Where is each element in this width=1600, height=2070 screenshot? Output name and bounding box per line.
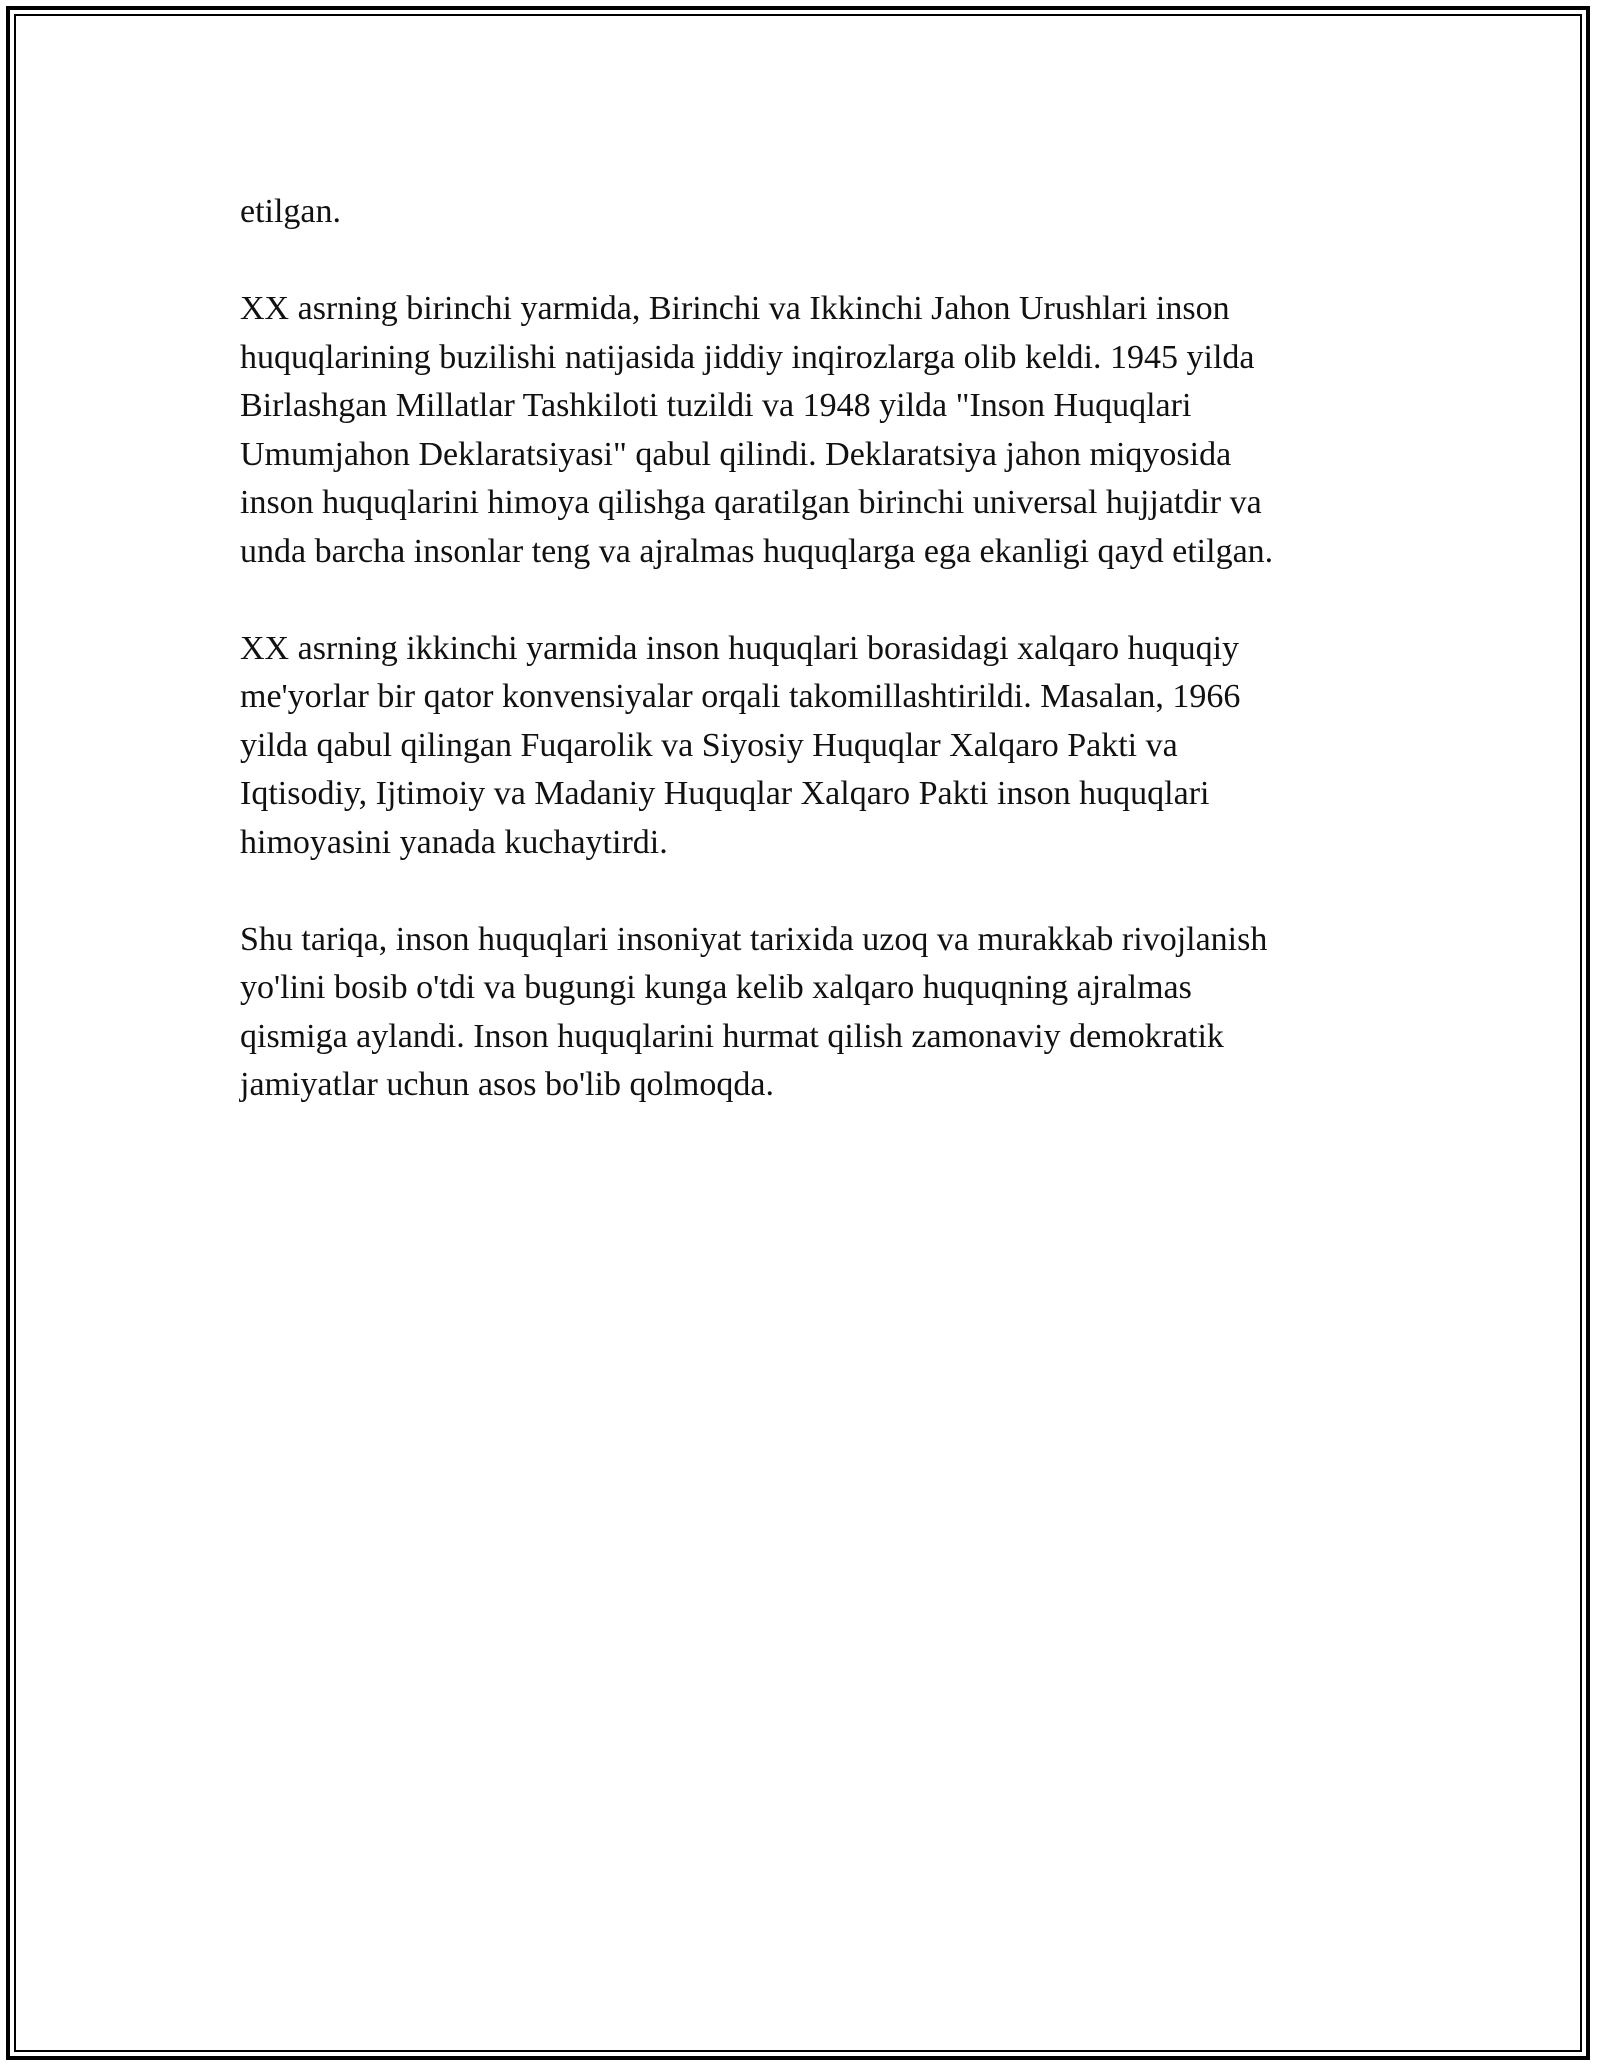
paragraph-continuation: etilgan.: [240, 193, 342, 230]
paragraph-second-half-century: XX asrning ikkinchi yarmida inson huquqlari borasidagi xalqaro huquqiy me'yorlar bir qator konvensiyalar orqali takomillashtirildi. Masalan, 1966 yilda qabul qilingan Fuqarolik va Siyosiy Huquqlar Xalqaro Pakti va Iqtisodiy, Ijtimoiy va Madaniy Huquqlar Xalqaro Pakti inson huquqlari himoyasini yanada kuchaytirdi.: [240, 629, 1241, 861]
page-border: [6, 6, 1590, 2060]
document-body: [240, 188, 1380, 1158]
paragraph-conclusion: Shu tariqa, inson huquqlari insoniyat tarixida uzoq va murakkab rivojlanish yo'lini bosib o'tdi va bugungi kunga kelib xalqaro huquqning ajralmas qismiga aylandi. Inson huquqlarini hurmat qilish zamonaviy demokratik jamiyatlar uchun asos bo'lib qolmoqda.: [240, 920, 1268, 1103]
paragraph-first-half-century: XX asrning birinchi yarmida, Birinchi va Ikkinchi Jahon Urushlari inson huquqlarining buzilishi natijasida jiddiy inqirozlarga olib keldi. 1945 yilda Birlashgan Millatlar Tashkiloti tuzildi va 1948 yilda "Inson Huquqlari Umumjahon Deklaratsiyasi" qabul qilindi. Deklaratsiya jahon miqyosida inson huquqlarini himoya qilishga qaratilgan birinchi universal hujjatdir va unda barcha insonlar teng va ajralmas huquqlarga ega ekanligi qayd etilgan.: [240, 290, 1274, 570]
